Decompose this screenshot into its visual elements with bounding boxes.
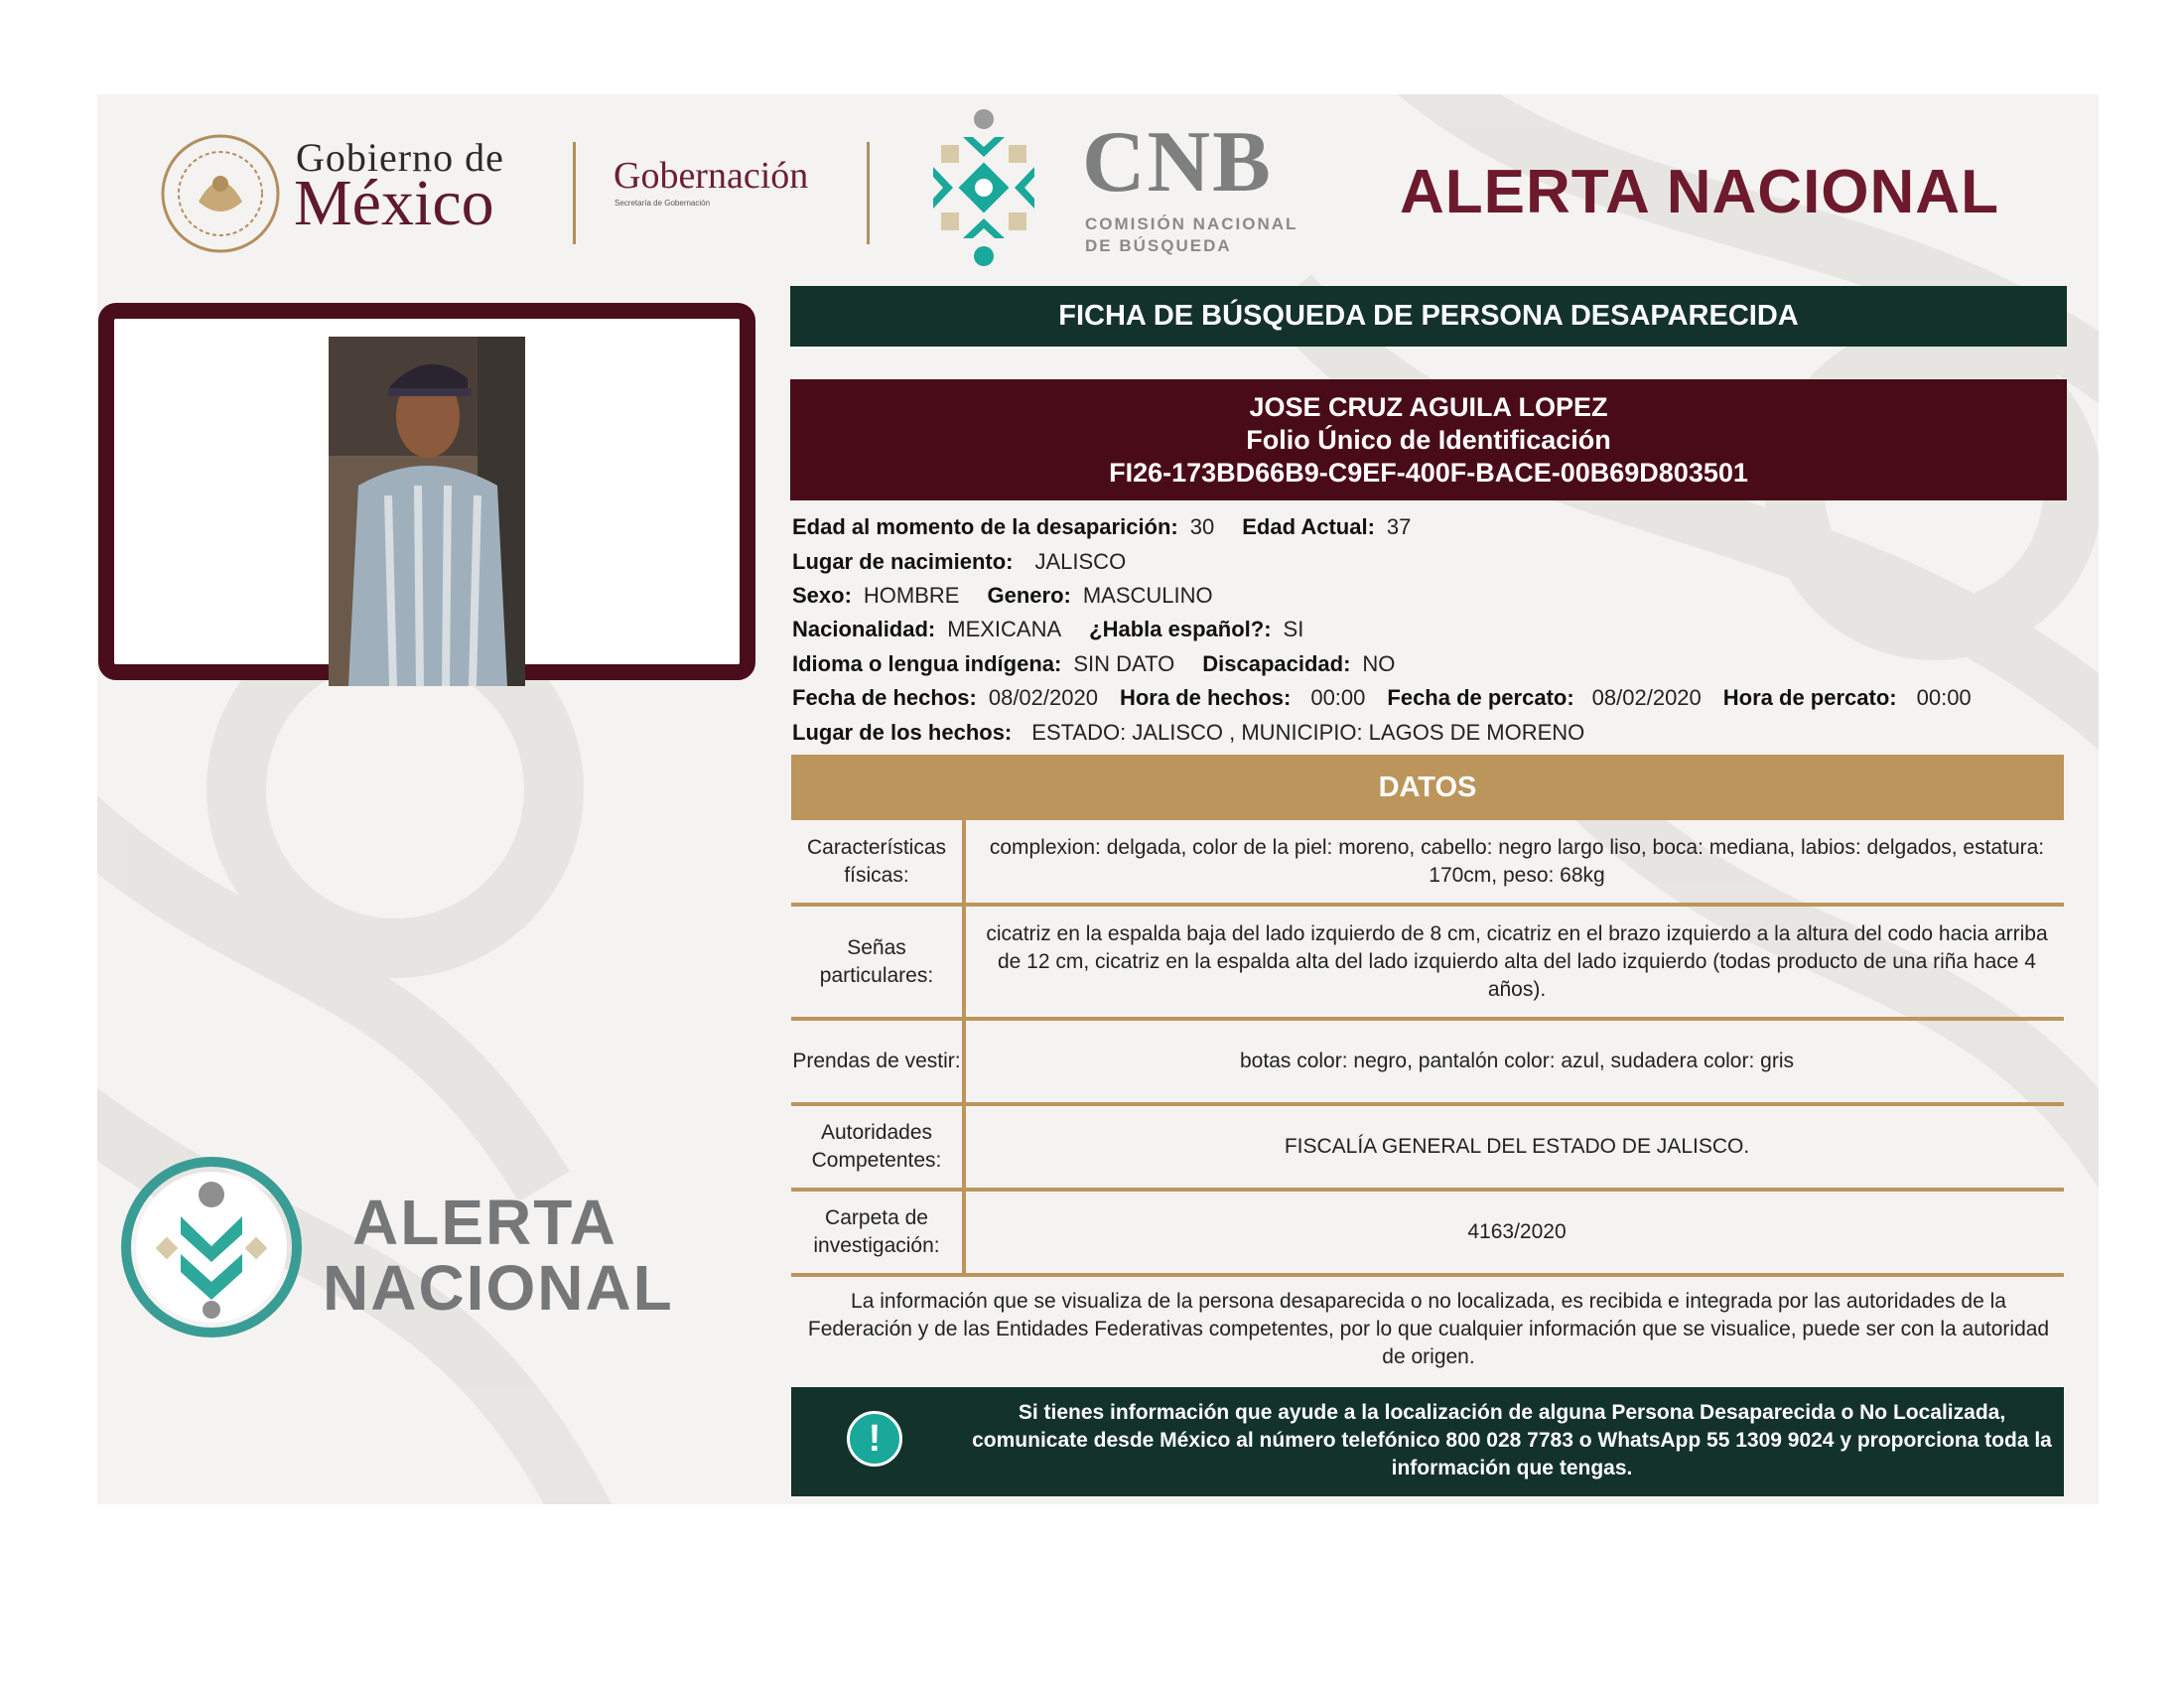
table-row: [791, 1021, 2064, 1106]
cnb-subtitle-line1: COMISIÓN NACIONAL: [1085, 214, 1298, 233]
folio-number: FI26-173BD66B9-C9EF-400F-BACE-00B69D803501: [1109, 458, 1748, 488]
contact-banner: [791, 1387, 2064, 1496]
hora-percato-label: Hora de percato:: [1722, 685, 1897, 710]
cnb-subtitle: [1085, 213, 1297, 257]
row-value: botas color: negro, pantalón color: azul, sudadera color: gris: [1240, 1050, 1794, 1072]
datos-header: DATOS: [791, 755, 2064, 820]
alerta-nacional-wordmark: [323, 1187, 674, 1324]
habla-espanol-value: SI: [1283, 617, 1304, 641]
fecha-percato-value: 08/02/2020: [1591, 685, 1702, 710]
divider: [867, 142, 870, 244]
cnb-logo-icon: [903, 107, 1064, 268]
info-line-ages: [792, 514, 1438, 540]
divider: [573, 142, 576, 244]
info-line-language: [792, 651, 1423, 677]
disclaimer-text: La información que se visualiza de la persona desaparecida o no localizada, es recibida e integrada por las autoridades de la Federación y de las Entidades Federativas competentes, por lo que cualquier información que se visualice, puede ser con la autoridad de origen.: [807, 1290, 2050, 1368]
genero-value: MASCULINO: [1082, 583, 1213, 608]
row-label: Carpeta de investigación:: [791, 1192, 966, 1273]
ficha-title-bar: FICHA DE BÚSQUEDA DE PERSONA DESAPARECIDA: [790, 286, 2067, 347]
wordmark-line1: ALERTA: [352, 1187, 617, 1258]
gobierno-text: Gobierno de: [296, 135, 504, 180]
gobernacion-text: Gobernación: [614, 155, 809, 197]
hora-hechos-label: Hora de hechos:: [1119, 685, 1292, 710]
lugar-nacimiento-label: Lugar de nacimiento:: [792, 549, 1014, 574]
alerta-nacional-logo-icon: [119, 1155, 304, 1339]
edad-actual-value: 37: [1386, 514, 1412, 539]
person-name: JOSE CRUZ AGUILA LOPEZ: [1249, 392, 1608, 422]
alert-title: ALERTA NACIONAL: [1400, 158, 1999, 226]
row-label: Prendas de vestir:: [791, 1021, 966, 1102]
row-value: FISCALÍA GENERAL DEL ESTADO DE JALISCO.: [1284, 1135, 1750, 1158]
fecha-percato-label: Fecha de percato:: [1387, 685, 1574, 710]
wordmark-line2: NACIONAL: [323, 1252, 674, 1324]
folio-label: Folio Único de Identificación: [1246, 425, 1611, 455]
table-row: [791, 1192, 2064, 1277]
discapacidad-label: Discapacidad:: [1202, 651, 1351, 676]
table-row: [791, 907, 2064, 1021]
row-label: Señas particulares:: [791, 907, 966, 1017]
mexico-seal-icon: [159, 132, 283, 256]
row-value: cicatriz en la espalda baja del lado izquierdo de 8 cm, cicatriz en el brazo izquierdo a la altura del codo hacia arriba de 12 cm, cicatriz en la espalda alta del lado izquierdo alta del lado izquierdo (todas producto de una riña hace 4 años).: [986, 921, 2048, 1001]
idioma-label: Idioma o lengua indígena:: [792, 651, 1062, 676]
idioma-value: SIN DATO: [1073, 651, 1175, 676]
contact-message: Si tienes información que ayude a la localización de alguna Persona Desaparecida o No Localizada, comunicate desde México al número telefónico 800 028 7783 o WhatsApp 55 1309 9024 y proporciona toda la información que tengas.: [972, 1401, 2052, 1479]
discapacidad-value: NO: [1362, 651, 1396, 676]
info-line-nationality: [792, 617, 1331, 642]
cnb-subtitle-line2: DE BÚSQUEDA: [1085, 236, 1232, 255]
lugar-hechos-value: ESTADO: JALISCO , MUNICIPIO: LAGOS DE MORENO: [1031, 720, 1585, 745]
exclamation-icon: !: [847, 1411, 902, 1467]
table-row: [791, 1106, 2064, 1192]
row-label: Características físicas:: [791, 820, 966, 903]
row-value: 4163/2020: [1467, 1220, 1567, 1243]
row-label: Autoridades Competentes:: [791, 1106, 966, 1188]
nacionalidad-label: Nacionalidad:: [792, 617, 936, 641]
table-row: [791, 820, 2064, 907]
missing-person-photo: [329, 337, 525, 686]
info-line-birthplace: [792, 549, 1154, 575]
mexico-text: México: [294, 167, 494, 239]
info-line-place: [792, 720, 1612, 746]
sexo-value: HOMBRE: [863, 583, 960, 608]
nacionalidad-value: MEXICANA: [947, 617, 1062, 641]
lugar-nacimiento-value: JALISCO: [1034, 549, 1127, 574]
hora-percato-value: 00:00: [1916, 685, 1972, 710]
photo-frame: [98, 303, 755, 680]
person-header: [790, 379, 2067, 500]
row-value: complexion: delgada, color de la piel: moreno, cabello: negro largo liso, boca: mediana, labios: delgados, estatura: 170cm, peso: 68kg: [989, 835, 2045, 887]
gobernacion-subtitle: Secretaría de Gobernación: [614, 199, 711, 208]
cnb-acronym: CNB: [1082, 114, 1273, 211]
info-line-sex: [792, 583, 1241, 609]
info-line-dates: [792, 685, 1972, 711]
edad-desaparicion-value: 30: [1189, 514, 1215, 539]
sexo-label: Sexo:: [792, 583, 852, 608]
habla-espanol-label: ¿Habla español?:: [1089, 617, 1272, 641]
edad-desaparicion-label: Edad al momento de la desaparición:: [792, 514, 1178, 539]
fecha-hechos-label: Fecha de hechos:: [792, 685, 977, 710]
edad-actual-label: Edad Actual:: [1242, 514, 1375, 539]
hora-hechos-value: 00:00: [1310, 685, 1366, 710]
lugar-hechos-label: Lugar de los hechos:: [792, 720, 1013, 745]
fecha-hechos-value: 08/02/2020: [988, 685, 1098, 710]
genero-label: Genero:: [987, 583, 1071, 608]
